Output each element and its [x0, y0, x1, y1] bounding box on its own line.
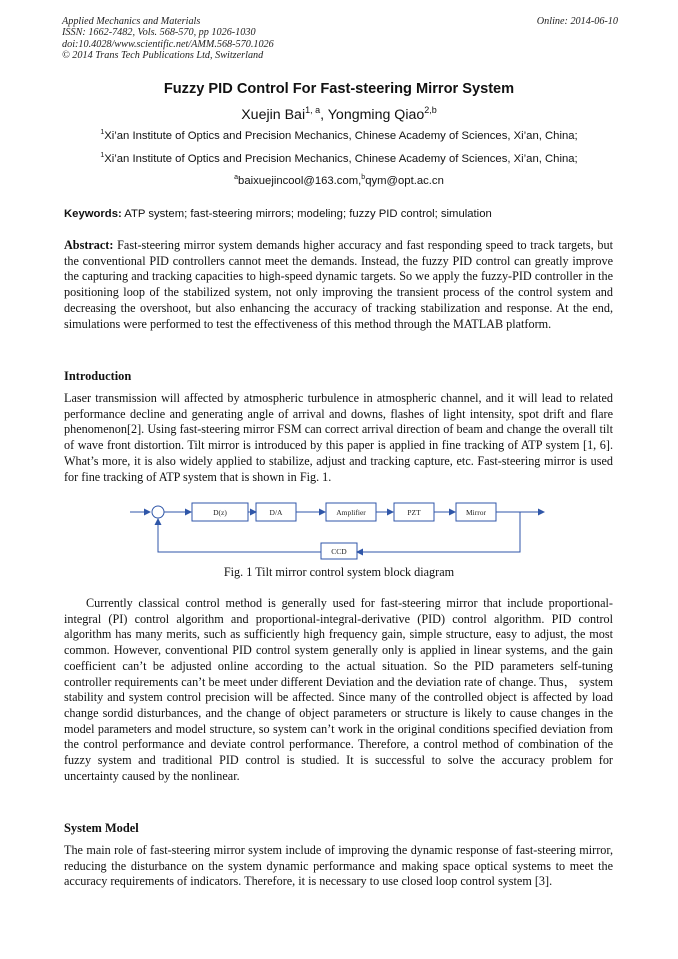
author-emails: [0, 174, 678, 187]
block-diagram-figure: [128, 500, 548, 564]
author-name: Yongming Qiao: [327, 107, 425, 123]
introduction-paragraph-2: Currently classical control method is generally used for fast-steering mirror that include proportional-integral (PI) control algorithm and proportional-integral-derivative (PID) control algorithm. PID control algorithm has many merits, such as sufficiently high frequency gain, simple structure, easy to adjust, the most common. However, conventional PID control system generally only is applied in linear systems, and the gain coefficient can’t be adjusted online according to the actual situation. So the PID parameters self-tuning controller requirements can’t be meet under different Deviation and the deviation rate of change. Thus， system stability and system control precision will be affected. Since many of the controlled object is affected by load change sordid disturbances, and the change of object parameters or structure is likely to cause changes in the model parameters and model structure, so system can’t work in the original conditions specified deviation from the control performance and deviate control performance. Therefore, a control method of combination of the fuzzy system and traditional PID control is studied. It is successful to solve the accuracy problem for uncertainty caused by the nonlinear.: [64, 596, 613, 783]
email-link[interactable]: qym@opt.ac.cn: [365, 175, 444, 187]
block-label: D(z): [213, 508, 227, 517]
paper-title: Fuzzy PID Control For Fast-steering Mirror System: [163, 81, 515, 97]
author-list: [0, 105, 678, 123]
abstract-paragraph: [64, 238, 613, 332]
summing-junction: [152, 506, 164, 518]
journal-header: [62, 16, 618, 62]
journal-name: Applied Mechanics and Materials: [62, 16, 201, 27]
keywords-label: Keywords:: [64, 208, 122, 220]
keywords-line: [64, 208, 624, 220]
block-diagram: [128, 500, 548, 564]
author-name: Xuejin Bai: [241, 107, 306, 123]
introduction-paragraph-1: Laser transmission will affected by atmospheric turbulence in atmospheric channel, and it will lead to related performance decline and generating angle of arrival and downs, flashes of light intensity, spot drift and flare phenomenon[2]. Using fast-steering mirror FSM can correct arrival direction of beam and change the overall tilt of wave front distortion. Tilt mirror is introduced by this paper is applied in fine tracking of ATP system [1, 6]. What’s more, it is also widely applied to stabilize, adjust and tracking capture, etc. Fast-steering mirror is used for fine tracking of ATP system that is shown in Fig. 1.: [64, 391, 613, 484]
keywords-text: ATP system; fast-steering mirrors; modeling; fuzzy PID control; simulation: [121, 208, 492, 220]
email-mark: b: [361, 174, 366, 181]
affiliation-mark: 1: [100, 152, 105, 159]
affiliation-text: Xi’an Institute of Optics and Precision Mechanics, Chinese Academy of Sciences, Xi’an, China;: [104, 130, 578, 142]
email-link[interactable]: baixuejincool@163.com,: [238, 175, 362, 187]
abstract-label: Abstract:: [64, 238, 114, 252]
section-heading-introduction: Introduction: [64, 369, 132, 383]
affiliation-line: [0, 152, 678, 165]
author-affiliation-mark: 2,b: [424, 105, 437, 115]
author-separator: ,: [320, 107, 328, 123]
author-affiliation-mark: 1, a: [305, 105, 321, 115]
block-label: Amplifier: [336, 508, 366, 517]
journal-issn: ISSN: 1662-7482, Vols. 568-570, pp 1026-1030: [62, 27, 256, 39]
online-date: Online: 2014-06-10: [536, 16, 618, 27]
block-label: CCD: [331, 547, 347, 556]
section-heading-system-model: System Model: [64, 821, 139, 835]
journal-copyright: © 2014 Trans Tech Publications Ltd, Switzerland: [62, 50, 264, 62]
block-label: PZT: [407, 508, 421, 517]
figure-caption: Fig. 1 Tilt mirror control system block diagram: [223, 565, 455, 579]
feedback-return: [158, 519, 321, 552]
affiliation-line: [0, 129, 678, 142]
system-model-paragraph-1: The main role of fast-steering mirror system include of improving the dynamic response of fast-steering mirror, reducing the disturbance on the system dynamic performance and making space optical systems to meet the accuracy requirements of indicators. Therefore, it is necessary to use closed loop control system [3].: [64, 843, 613, 889]
block-label: Mirror: [466, 508, 486, 517]
affiliation-mark: 1: [100, 129, 105, 136]
journal-doi: doi:10.4028/www.scientific.net/AMM.568-570.1026: [62, 38, 274, 50]
email-mark: a: [234, 174, 239, 181]
abstract-text: Fast-steering mirror system demands higher accuracy and fast responding speed to track targets, but the conventional PID controllers cannot meet the demands. Instead, the fuzzy PID control can greatly improve the capturing and tracking capacities to high-speed dynamic targets. So we apply the fuzzy-PID controller in the positioning loop of the stabilized system, not only improving the transient process of the control system and decreasing the overshoot, but also enhancing the accuracy of tracking stabilization and response. At the end, simulations were performed to test the effectiveness of this method through the MATLAB platform.: [64, 238, 613, 331]
affiliation-text: Xi’an Institute of Optics and Precision Mechanics, Chinese Academy of Sciences, Xi’an, China;: [104, 153, 578, 165]
block-label: D/A: [269, 508, 283, 517]
